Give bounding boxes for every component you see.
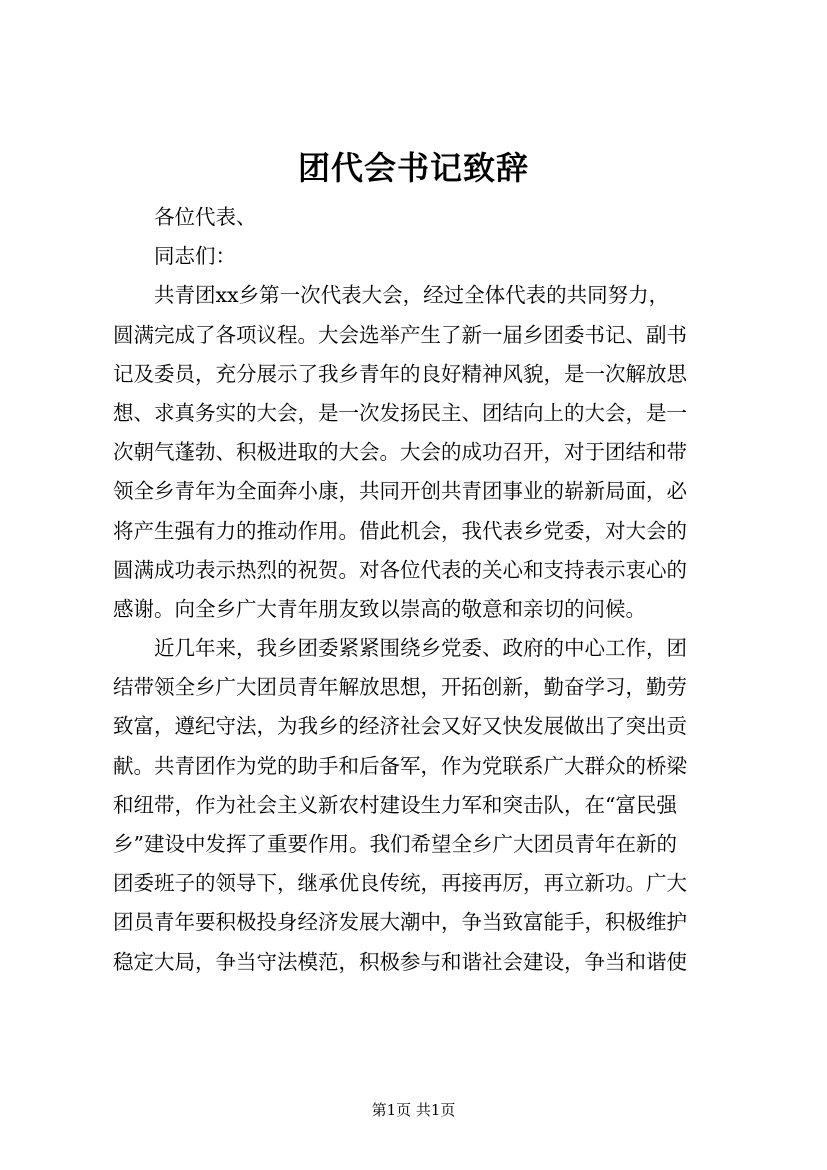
paragraph-line: 团员青年要积极投身经济发展大潮中，争当致富能手，积极维护 [113, 910, 687, 935]
paragraph-line: 感谢。向全乡广大青年朋友致以崇高的敬意和亲切的问候。 [113, 596, 646, 621]
paragraph-line: 次朝气蓬勃、积极进取的大会。大会的成功召开，对于团结和带 [113, 440, 687, 465]
paragraph-line: 圆满成功表示热烈的祝贺。对各位代表的关心和支持表示衷心的 [113, 557, 687, 582]
paragraph-line: 记及委员，充分展示了我乡青年的良好精神风貌，是一次解放思 [113, 361, 687, 386]
paragraph-line: 想、求真务实的大会，是一次发扬民主、团结向上的大会，是一 [113, 400, 687, 425]
paragraph-line: 圆满完成了各项议程。大会选举产生了新一届乡团委书记、副书 [113, 322, 687, 347]
paragraph-line: 团委班子的领导下，继承优良传统，再接再厉，再立新功。广大 [113, 871, 687, 896]
paragraph-line: 致富，遵纪守法，为我乡的经济社会又好又快发展做出了突出贡 [113, 714, 687, 739]
paragraph-line: 和纽带，作为社会主义新农村建设生力军和突击队，在“富民强 [113, 792, 677, 817]
salutation-line: 各位代表、 [154, 205, 257, 229]
paragraph-line: 乡”建设中发挥了重要作用。我们希望全乡广大团员青年在新的 [113, 832, 677, 856]
paragraph-line: 将产生强有力的推动作用。借此机会，我代表乡党委，对大会的 [113, 518, 687, 543]
paragraph-line: 稳定大局，争当守法模范，积极参与和谐社会建设，争当和谐使 [113, 949, 687, 974]
paragraph-line: 领全乡青年为全面奔小康，共同开创共青团事业的崭新局面，必 [113, 479, 687, 504]
paragraph-line: 献。共青团作为党的助手和后备军，作为党联系广大群众的桥梁 [113, 753, 687, 778]
paragraph-line: 结带领全乡广大团员青年解放思想，开拓创新，勤奋学习，勤劳 [113, 675, 687, 700]
page-footer: 第1页 共1页 [371, 1101, 456, 1119]
salutation-line: 同志们： [154, 244, 236, 269]
paragraph-line: 共青团xx乡第一次代表大会，经过全体代表的共同努力， [154, 283, 670, 308]
page-title: 团代会书记致辞 [297, 149, 529, 187]
document-body [113, 198, 723, 982]
paragraph-line: 近几年来，我乡团委紧紧围绕乡党委、政府的中心工作，团 [154, 636, 687, 661]
